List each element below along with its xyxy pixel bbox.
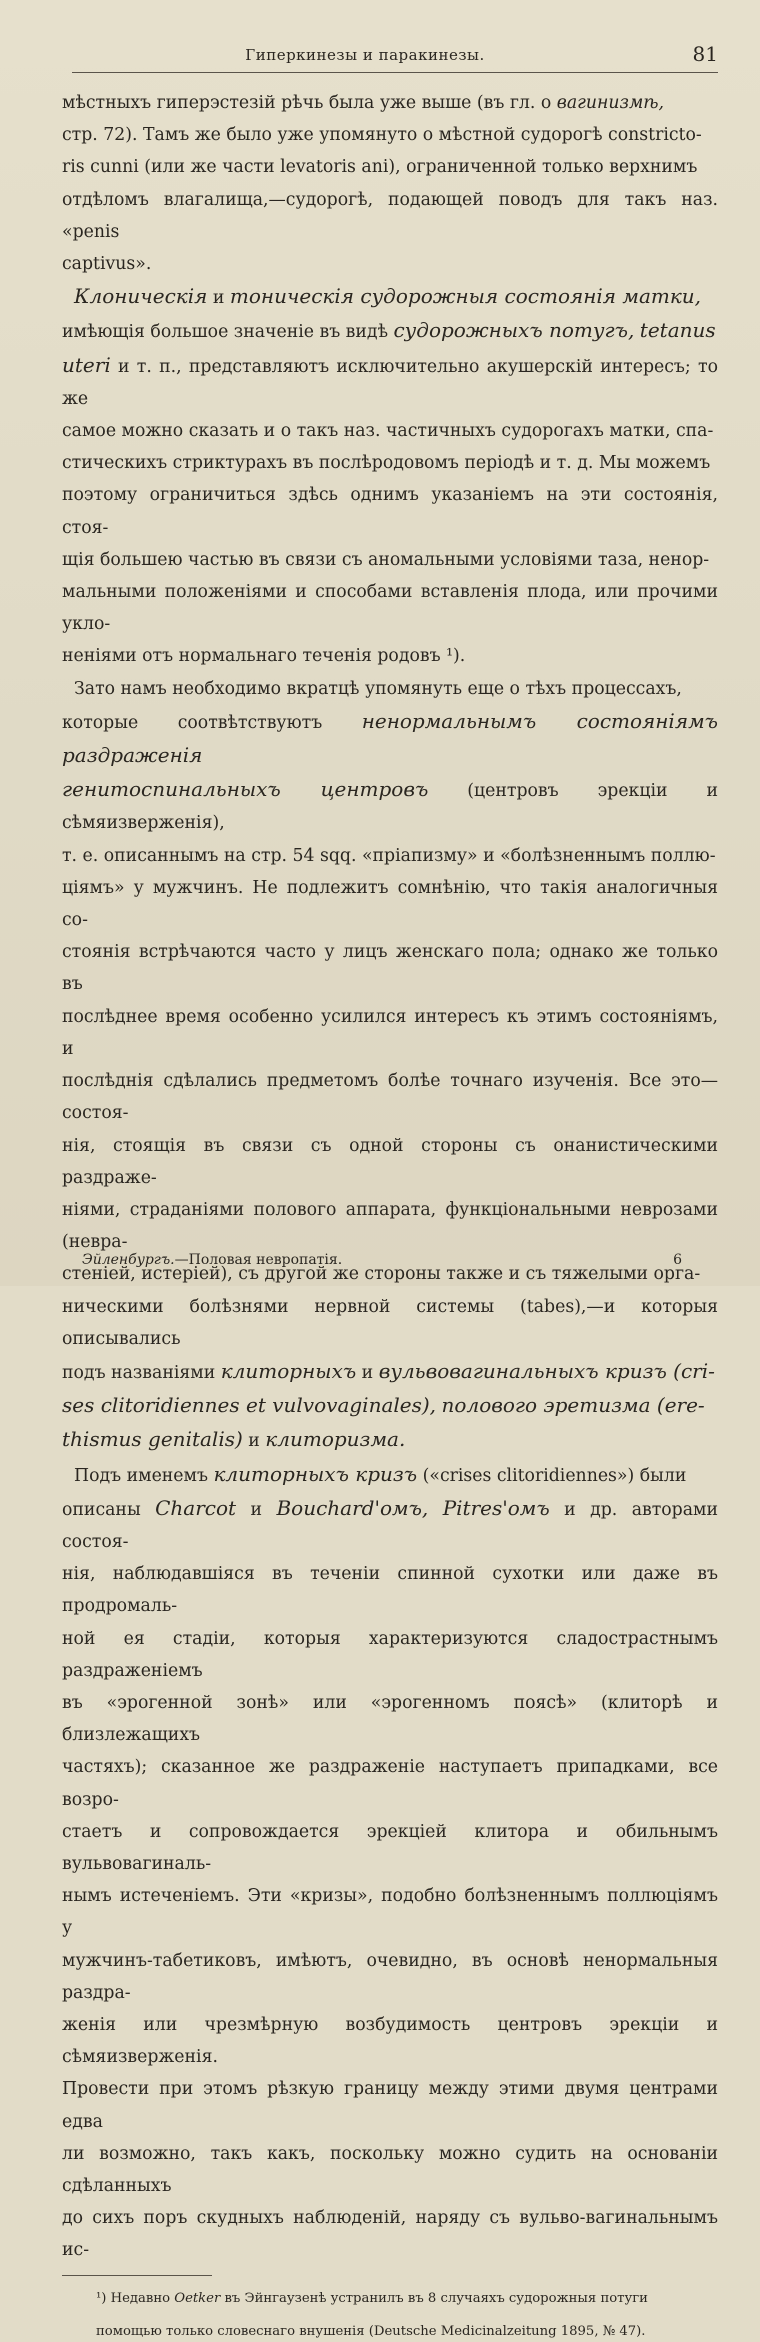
lines-line (62, 184, 718, 248)
lines-line (62, 1194, 718, 1258)
body-text (62, 87, 718, 2267)
lines-line (62, 2009, 718, 2073)
footnote-rule (62, 2275, 212, 2276)
emphasis-run: tetanus (639, 318, 716, 343)
text-run: отдѣломъ влагалища,—судорогѣ, подающей поводъ для такъ наз. «penis (62, 189, 718, 242)
text-run: мужчинъ-табетиковъ, имѣютъ, очевидно, въ основѣ ненормальныя раздра- (62, 1950, 718, 2003)
text-run: помощью только словеснаго внушенія (Deutsche Medicinalzeitung 1895, № 47). (96, 2323, 646, 2339)
lines-line (62, 1458, 718, 1492)
lines-line (62, 1423, 718, 1457)
text-run: послѣднее время особенно усилился интересъ къ этимъ состояніямъ, и (62, 1006, 718, 1059)
text-run: ніями, страданіями полового аппарата, функціональными неврозами (невра- (62, 1199, 718, 1253)
lines-line (62, 119, 718, 151)
running-title: Гиперкинезы и паракинезы. (245, 46, 485, 64)
lines-line (62, 1130, 718, 1194)
lines-line (62, 1880, 718, 1944)
lines-line (62, 872, 718, 936)
text-run: и (207, 288, 230, 309)
page-footer (82, 1252, 682, 1268)
footnote-line (96, 2289, 718, 2309)
text-run: ническими болѣзнями нервной системы (tabes),—и которыя описывались (62, 1296, 718, 1349)
italic-run: Oetker (174, 2290, 221, 2306)
lines-line (62, 280, 718, 314)
text-run: въ «эрогенной зонѣ» или «эрогенномъ поясѣ» (клиторѣ и близлежащихъ (62, 1692, 718, 1746)
lines-line (62, 1558, 718, 1622)
text-run: captivus». (62, 254, 152, 275)
lines-line (62, 1816, 718, 1880)
emphasis-run: клиторныхъ (220, 1358, 357, 1383)
lines-line (62, 705, 718, 773)
footer-signature-author: Эйленбургъ. (82, 1252, 175, 1268)
text-run: (центровъ эрекціи и сѣмяизверженія), (62, 781, 718, 834)
lines-line (62, 1355, 718, 1389)
lines-line (62, 314, 718, 348)
emphasis-run: Клоническія (74, 284, 208, 309)
emphasis-run: генитоспинальныхъ центровъ (62, 777, 429, 802)
lines-line (62, 1291, 718, 1355)
lines-line (62, 1389, 718, 1423)
text-run: щія большею частью въ связи съ аномальными условіями таза, ненор- (62, 549, 710, 570)
emphasis-run: тоническія судорожныя состоянія матки, (229, 284, 702, 309)
running-header (72, 38, 718, 73)
text-run: женія или чрезмѣрную возбудимость центровъ эрекціи и сѣмяизверженія. (62, 2014, 718, 2068)
text-run: въ Эйнгаузенѣ устранилъ въ 8 случаяхъ судорожныя потуги (220, 2290, 648, 2306)
text-run: стоянія встрѣчаются часто у лицъ женскаго пола; однако же только въ (62, 942, 718, 995)
emphasis-run: полового эретизма (ere- (441, 1393, 705, 1418)
text-run: нія, наблюдавшіяся въ теченіи спинной сухотки или даже въ продромаль- (62, 1564, 718, 1617)
lines-line (62, 248, 718, 280)
text-run: («crises clitoridiennes») были (417, 1465, 687, 1486)
text-run: и (356, 1362, 379, 1383)
lines-line (62, 415, 718, 447)
lines-line (62, 1001, 718, 1065)
lines-line (62, 840, 718, 872)
lines-line (62, 447, 718, 479)
lines-line (62, 2138, 718, 2202)
emphasis-run: Charcot (155, 1495, 237, 1520)
text-run: ціямъ» у мужчинъ. Не подлежитъ сомнѣнію, что такія аналогичныя со- (62, 877, 718, 931)
lines-line (62, 576, 718, 640)
italic-run: вагинизмѣ, (556, 93, 665, 113)
footer-signature-title: —Половая невропатія. (174, 1252, 343, 1268)
emphasis-run: судорожныхъ потугъ, (393, 318, 635, 343)
text-run: стр. 72). Тамъ же было уже упомянуто о мѣстной судорогѣ constricto- (62, 125, 702, 146)
emphasis-run: клиторизма. (265, 1427, 406, 1452)
text-run: и т. п., представляютъ исключительно акушерскій интересъ; то же (62, 356, 718, 409)
text-run: имѣющія большое значеніе въ видѣ (62, 322, 394, 343)
text-run: и (236, 1499, 277, 1520)
footnote-line (96, 2322, 718, 2342)
lines-line (62, 1945, 718, 2009)
lines-line (62, 1623, 718, 1687)
text-run: нія, стоящія въ связи съ одной стороны съ онанистическими раздраже- (62, 1135, 718, 1188)
text-run: т. е. описаннымъ на стр. 54 sqq. «пріапизму» и «болѣзненнымъ поллю- (62, 845, 716, 866)
lines-line (62, 640, 718, 672)
emphasis-run: ses clitoridiennes et vulvovaginales), (62, 1393, 437, 1418)
text-run: послѣднія сдѣлались предметомъ болѣе точнаго изученія. Все это—состоя- (62, 1071, 718, 1124)
page-number: 81 (692, 42, 718, 66)
text-run: и (242, 1431, 266, 1452)
lines-line (62, 87, 718, 119)
emphasis-run: Bouchard'омъ, (276, 1495, 429, 1520)
text-run: ли возможно, такъ какъ, поскольку можно судить на основаніи сдѣланныхъ (62, 2143, 718, 2196)
text-run: поэтому ограничиться здѣсь однимъ указаніемъ на эти состоянія, стоя- (62, 485, 718, 538)
text-run: ной ея стадіи, которыя характеризуются сладострастнымъ раздраженіемъ (62, 1628, 718, 1681)
emphasis-run: Pitres'омъ (442, 1495, 550, 1520)
footnote (96, 2289, 718, 2342)
lines-line (62, 544, 718, 576)
lines-line (62, 2202, 718, 2266)
lines-line (62, 479, 718, 543)
sheet-number: 6 (673, 1252, 682, 1268)
text-run: нымъ истеченіемъ. Эти «кризы», подобно болѣзненнымъ поллюціямъ у (62, 1886, 718, 1939)
lines-line (62, 151, 718, 183)
text-run: описаны (62, 1499, 156, 1520)
emphasis-run: вульвовагинальныхъ кризъ (cri- (378, 1358, 715, 1383)
text-run: до сихъ поръ скудныхъ наблюденій, наряду съ вульво-вагинальнымъ ис- (62, 2208, 718, 2261)
text-run: мѣстныхъ гиперэстезій рѣчь была уже выше (въ гл. о (62, 93, 557, 113)
lines-line (62, 773, 718, 839)
text-run: стеніей, истеріей), съ другой же стороны также и съ тяжелыми орга- (62, 1264, 701, 1285)
text-run: ¹) Недавно (96, 2290, 175, 2306)
text-run: которые соотвѣтствуютъ (62, 712, 362, 733)
lines-line (62, 1065, 718, 1129)
footer-signature (82, 1252, 342, 1268)
emphasis-run: thismus genitalis) (62, 1427, 243, 1452)
lines-line (62, 349, 718, 415)
text-run: и др. авторами состоя- (62, 1499, 719, 1552)
emphasis-run: uteri (62, 352, 111, 377)
text-run: ris cunni (или же части levatoris ani), ограниченной только верхнимъ (62, 157, 698, 178)
lines-line (62, 2073, 718, 2137)
emphasis-run: клиторныхъ кризъ (213, 1461, 418, 1486)
text-run: стаетъ и сопровождается эрекціей клитора и обильнымъ вульвовагиналь- (62, 1821, 718, 1874)
text-run: Подъ именемъ (74, 1465, 214, 1486)
text-run: мальными положеніями и способами вставленія плода, или прочими укло- (62, 582, 718, 635)
text-run: Зато намъ необходимо вкратцѣ упомянуть еще о тѣхъ процессахъ, (74, 678, 682, 699)
lines-line (62, 936, 718, 1000)
text-run: неніями отъ нормальнаго теченія родовъ ¹). (62, 646, 466, 667)
lines-line (62, 1687, 718, 1751)
text-run (428, 1500, 442, 1520)
emphasis-run: ненормальнымъ состояніямъ раздраженія (62, 708, 718, 768)
lines-line (62, 673, 718, 705)
text-run: стическихъ стриктурахъ въ послѣродовомъ періодѣ и т. д. Мы можемъ (62, 453, 711, 474)
text-run: частяхъ); сказанное же раздраженіе наступаетъ припадками, все возро- (62, 1757, 718, 1810)
text-run: Провести при этомъ рѣзкую границу между этими двумя центрами едва (62, 2079, 718, 2132)
text-run: подъ названіями (62, 1362, 221, 1383)
text-run: самое можно сказать и о такъ наз. частичныхъ судорогахъ матки, спа- (62, 421, 714, 442)
lines-line (62, 1751, 718, 1815)
lines-line (62, 1492, 718, 1558)
